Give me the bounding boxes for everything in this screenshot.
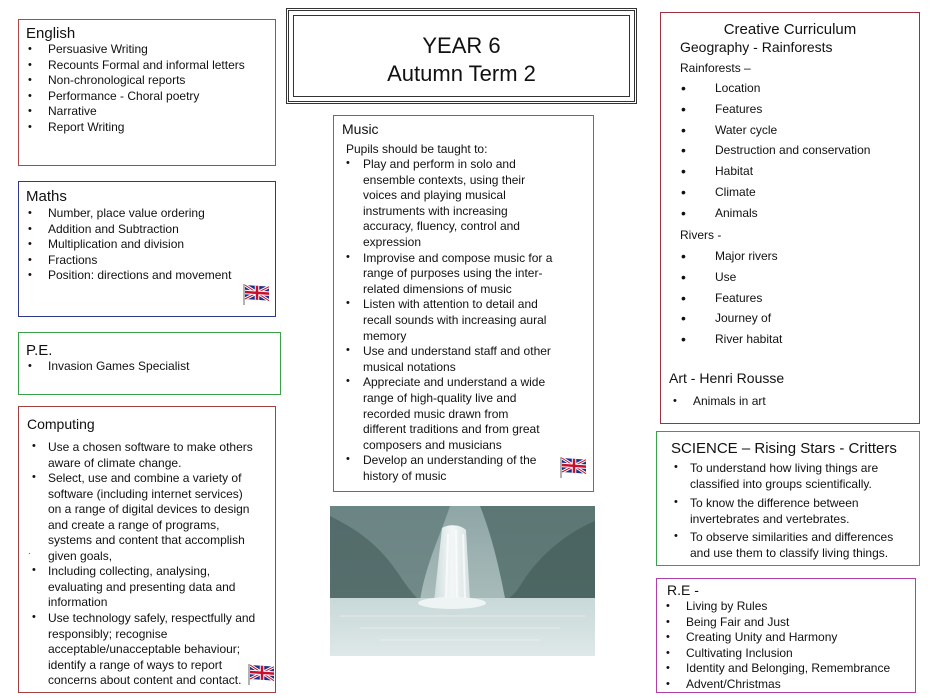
music-line: Listen with attention to detail and <box>363 297 538 312</box>
art-heading: Art - Henri Rousse <box>669 370 785 386</box>
list-item: • Identity and Belonging, Remembrance <box>662 661 890 677</box>
list-item: • Climate <box>681 182 870 203</box>
list-item: • Water cycle <box>681 120 870 141</box>
rivers-list <box>681 246 782 350</box>
computing-line: evaluating and presenting data and <box>48 579 236 594</box>
list-item: • Addition and Subtraction <box>24 222 231 238</box>
list-item: • Report Writing <box>24 120 245 136</box>
art-list <box>669 394 766 410</box>
list-item: • Narrative <box>24 104 245 120</box>
list-item: • Advent/Christmas <box>662 677 890 693</box>
music-line: Play and perform in solo and <box>363 157 516 171</box>
list-item: • Creating Unity and Harmony <box>662 630 890 646</box>
computing-line: Use technology safely, respectfully and <box>48 611 256 625</box>
computing-line: concerns about content and contact. <box>48 673 242 688</box>
computing-line: Use a chosen software to make others <box>48 440 253 454</box>
science-heading: SCIENCE – Rising Stars - Critters <box>671 440 897 457</box>
title-term: Autumn Term 2 <box>387 61 536 86</box>
computing-line: aware of climate change. <box>48 455 182 470</box>
uk-flag-icon <box>248 663 276 685</box>
list-item: • Multiplication and division <box>24 237 231 253</box>
pe-list <box>24 359 189 375</box>
computing-line: given goals, <box>48 549 113 563</box>
bullet: • <box>346 297 350 310</box>
bullet: · <box>28 549 31 558</box>
music-line: musical notations <box>363 359 456 374</box>
list-item: • Fractions <box>24 253 231 269</box>
science-line: and use them to classify living things. <box>690 545 889 560</box>
list-item: • Location <box>681 78 870 99</box>
computing-line: on a range of digital devices to design <box>48 502 250 517</box>
creative-box <box>660 12 920 424</box>
bullet: • <box>674 461 678 473</box>
music-line: range of high-quality live and <box>363 391 517 405</box>
science-box <box>656 431 920 566</box>
music-heading: Music <box>342 121 379 137</box>
re-heading: R.E - <box>667 582 699 598</box>
rainforests-label: Rainforests – <box>680 61 751 75</box>
list-item: • River habitat <box>681 329 782 350</box>
computing-heading: Computing <box>27 416 95 432</box>
list-item: • Non-chronological reports <box>24 73 245 89</box>
list-item: • Journey of <box>681 308 782 329</box>
music-line: Improvise and compose music for a <box>363 250 553 265</box>
title-box <box>286 8 637 104</box>
list-item: • Features <box>681 288 782 309</box>
music-line: different traditions and from great <box>363 422 540 437</box>
list-item: • Animals <box>681 203 870 224</box>
music-intro: Pupils should be taught to: <box>346 142 488 156</box>
computing-line: identify a range of ways to report <box>48 657 223 672</box>
computing-line: acceptable/unacceptable behaviour; <box>48 642 241 657</box>
music-line: recall sounds with increasing aural <box>363 313 547 327</box>
pe-heading: P.E. <box>26 342 53 359</box>
music-line: related dimensions of music <box>363 281 512 296</box>
pe-box <box>18 332 281 395</box>
music-line: range of purposes using the inter- <box>363 266 543 281</box>
list-item: • Habitat <box>681 161 870 182</box>
english-box <box>18 19 276 166</box>
bullet: • <box>346 453 350 466</box>
bullet: • <box>674 530 678 542</box>
science-line: To observe similarities and differences <box>690 530 894 544</box>
bullet: • <box>32 611 36 623</box>
computing-line: and create a range of programs, <box>48 517 220 532</box>
bullet: • <box>32 440 36 452</box>
computing-line: systems and content that accomplish <box>48 533 245 548</box>
music-line: Develop an understanding of the <box>363 453 537 468</box>
list-item: • Persuasive Writing <box>24 42 245 58</box>
computing-line: responsibly; recognise <box>48 626 168 641</box>
music-line: expression <box>363 235 422 249</box>
music-line: accuracy, fluency, control and <box>363 219 520 234</box>
bullet: • <box>346 250 350 263</box>
list-item: • Invasion Games Specialist <box>24 359 189 375</box>
maths-heading: Maths <box>26 188 67 205</box>
music-line: voices and playing musical <box>363 188 506 203</box>
waterfall-photo <box>330 506 595 656</box>
list-item: • Position: directions and movement <box>24 268 231 284</box>
uk-flag-icon <box>243 283 271 305</box>
list-item: • Destruction and conservation <box>681 140 870 161</box>
music-line: Use and understand staff and other <box>363 344 551 359</box>
computing-line: Including collecting, analysing, <box>48 564 211 578</box>
list-item: • Living by Rules <box>662 599 890 615</box>
music-line: ensemble contexts, using their <box>363 172 526 187</box>
science-line: To understand how living things are <box>690 461 879 475</box>
bullet: • <box>346 375 350 388</box>
bullet: • <box>32 471 36 483</box>
list-item: • Major rivers <box>681 246 782 267</box>
re-list <box>662 599 890 692</box>
science-line: invertebrates and vertebrates. <box>690 511 850 526</box>
science-line: To know the difference between <box>690 496 859 510</box>
list-item: • Features <box>681 99 870 120</box>
science-line: classified into groups scientifically. <box>690 476 872 491</box>
creative-heading: Creative Curriculum <box>723 21 857 38</box>
maths-list <box>24 206 231 284</box>
list-item: • Animals in art <box>669 394 766 410</box>
bullet: • <box>32 564 36 576</box>
geography-heading: Geography - Rainforests <box>680 39 833 55</box>
list-item: • Performance - Choral poetry <box>24 89 245 105</box>
list-item: • Recounts Formal and informal letters <box>24 58 245 74</box>
computing-line: software (including internet services) <box>48 486 243 501</box>
bullet: • <box>346 157 350 169</box>
list-item: • Use <box>681 267 782 288</box>
english-list <box>24 42 245 135</box>
list-item: • Cultivating Inclusion <box>662 646 890 662</box>
music-line: composers and musicians <box>363 437 502 452</box>
computing-box <box>18 406 276 693</box>
english-heading: English <box>26 25 76 42</box>
uk-flag-icon <box>560 456 588 478</box>
rivers-label: Rivers - <box>680 228 722 242</box>
bullet: • <box>346 344 350 357</box>
computing-line: information <box>48 595 108 610</box>
computing-line: Select, use and combine a variety of <box>48 471 242 485</box>
bullet: • <box>674 496 678 508</box>
music-line: history of music <box>363 469 447 483</box>
re-box <box>656 578 916 693</box>
music-line: memory <box>363 328 407 343</box>
list-item: • Being Fair and Just <box>662 615 890 631</box>
title-year: YEAR 6 <box>422 33 501 58</box>
music-line: Appreciate and understand a wide <box>363 375 546 390</box>
music-line: instruments with increasing <box>363 203 508 218</box>
maths-box <box>18 181 276 317</box>
music-line: recorded music drawn from <box>363 406 509 421</box>
music-box <box>333 115 594 492</box>
rainforests-list <box>681 78 870 224</box>
list-item: • Number, place value ordering <box>24 206 231 222</box>
